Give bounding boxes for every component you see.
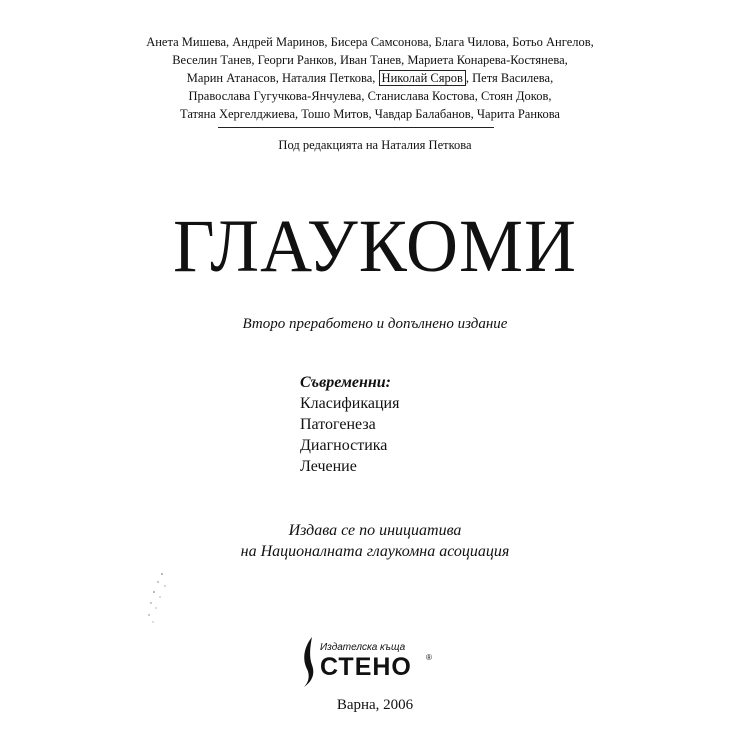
initiative-line-1: Издава се по инициатива: [288, 522, 462, 539]
place-and-year: Варна, 2006: [336, 697, 414, 713]
scan-speckles: [140, 570, 180, 630]
registered-mark: ®: [426, 653, 432, 662]
publisher-logo: [298, 633, 458, 691]
topics-heading: Съвременни:: [300, 374, 392, 391]
author-line-3: [110, 69, 630, 87]
author-line-4: Православа Гугучкова-Янчулева, Станислава Костова, Стоян Доков,: [188, 89, 552, 103]
initiative-note: [0, 520, 750, 562]
topic-item: Лечение: [300, 458, 357, 475]
author-list: [110, 33, 630, 123]
topic-item: Диагностика: [300, 437, 388, 454]
author-line-1: Анета Мишева, Андрей Маринов, Бисера Самсонова, Блага Чилова, Ботьо Ангелов,: [146, 35, 594, 49]
author-line-3-start: Марин Атанасов, Наталия Петкова,: [186, 71, 379, 85]
editor-credit: Под редакцията на Наталия Петкова: [278, 138, 472, 152]
topic-item: Патогенеза: [300, 416, 376, 433]
topic-item: Класификация: [300, 395, 400, 412]
author-line-2: Веселин Танев, Георги Ранков, Иван Танев, Мариета Конарева-Костянева,: [172, 53, 568, 67]
divider-rule: [218, 127, 494, 128]
publisher-name: СТЕНО: [320, 653, 412, 681]
publisher-tagline: Издателска къща: [320, 642, 406, 653]
topics-block: [300, 372, 399, 477]
author-line-5: Татяна Хергелджиева, Тошо Митов, Чавдар Балабанов, Чарита Ранкова: [180, 107, 560, 121]
author-line-3-end: , Петя Василева,: [465, 71, 554, 85]
edition-note: Второ преработено и допълнено издание: [242, 316, 508, 332]
steno-logo-icon: [298, 635, 320, 689]
book-title: ГЛАУКОМИ: [173, 204, 577, 288]
highlighted-author: Николай Сяров: [379, 70, 466, 86]
initiative-line-2: на Националната глаукомна асоциация: [240, 543, 510, 560]
